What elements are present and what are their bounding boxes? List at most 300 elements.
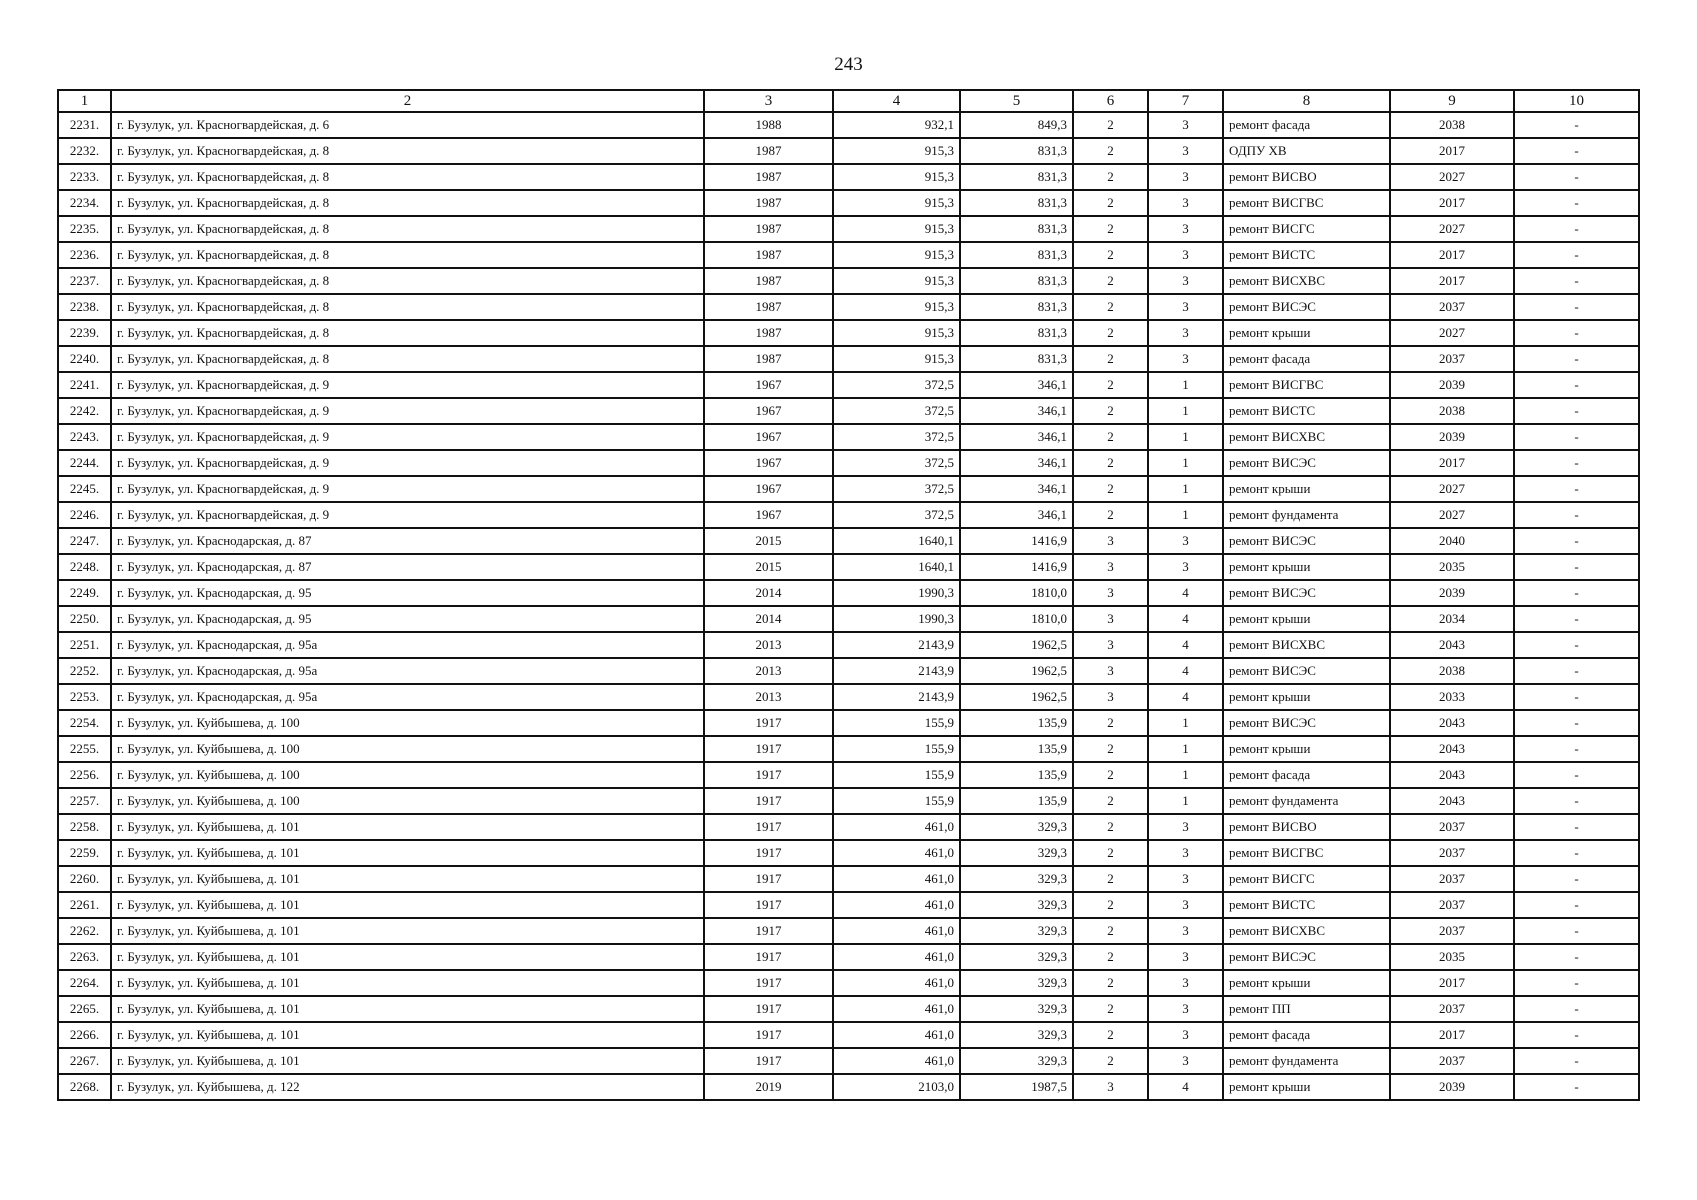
note-cell: - bbox=[1514, 736, 1639, 762]
total-area-cell: 372,5 bbox=[833, 450, 960, 476]
planned-year-cell: 2027 bbox=[1390, 216, 1514, 242]
living-area-cell: 329,3 bbox=[960, 1048, 1073, 1074]
total-area-cell: 461,0 bbox=[833, 840, 960, 866]
entrances-cell: 4 bbox=[1148, 684, 1223, 710]
total-area-cell: 915,3 bbox=[833, 216, 960, 242]
living-area-cell: 329,3 bbox=[960, 866, 1073, 892]
total-area-cell: 155,9 bbox=[833, 762, 960, 788]
floors-cell: 2 bbox=[1073, 944, 1148, 970]
row-number-cell: 2261. bbox=[58, 892, 111, 918]
floors-cell: 2 bbox=[1073, 242, 1148, 268]
work-type-cell: ремонт фасада bbox=[1223, 112, 1390, 138]
note-cell: - bbox=[1514, 814, 1639, 840]
planned-year-cell: 2037 bbox=[1390, 840, 1514, 866]
planned-year-cell: 2043 bbox=[1390, 736, 1514, 762]
living-area-cell: 831,3 bbox=[960, 190, 1073, 216]
living-area-cell: 831,3 bbox=[960, 320, 1073, 346]
row-number-cell: 2256. bbox=[58, 762, 111, 788]
entrances-cell: 1 bbox=[1148, 736, 1223, 762]
work-type-cell: ремонт ВИСГВС bbox=[1223, 190, 1390, 216]
total-area-cell: 461,0 bbox=[833, 814, 960, 840]
floors-cell: 2 bbox=[1073, 892, 1148, 918]
column-header: 10 bbox=[1514, 90, 1639, 112]
table-row bbox=[58, 658, 1639, 684]
table-row bbox=[58, 476, 1639, 502]
floors-cell: 2 bbox=[1073, 190, 1148, 216]
build-year-cell: 1987 bbox=[704, 164, 833, 190]
note-cell: - bbox=[1514, 294, 1639, 320]
entrances-cell: 3 bbox=[1148, 1022, 1223, 1048]
note-cell: - bbox=[1514, 476, 1639, 502]
living-area-cell: 346,1 bbox=[960, 424, 1073, 450]
build-year-cell: 1987 bbox=[704, 294, 833, 320]
living-area-cell: 346,1 bbox=[960, 398, 1073, 424]
address-cell: г. Бузулук, ул. Куйбышева, д. 101 bbox=[111, 866, 704, 892]
address-cell: г. Бузулук, ул. Краснодарская, д. 95а bbox=[111, 632, 704, 658]
row-number-cell: 2240. bbox=[58, 346, 111, 372]
build-year-cell: 2019 bbox=[704, 1074, 833, 1100]
note-cell: - bbox=[1514, 1048, 1639, 1074]
row-number-cell: 2260. bbox=[58, 866, 111, 892]
address-cell: г. Бузулук, ул. Красногвардейская, д. 8 bbox=[111, 138, 704, 164]
address-cell: г. Бузулук, ул. Красногвардейская, д. 9 bbox=[111, 372, 704, 398]
build-year-cell: 2015 bbox=[704, 554, 833, 580]
table-row bbox=[58, 684, 1639, 710]
floors-cell: 2 bbox=[1073, 918, 1148, 944]
row-number-cell: 2236. bbox=[58, 242, 111, 268]
table-row bbox=[58, 580, 1639, 606]
work-type-cell: ремонт фасада bbox=[1223, 346, 1390, 372]
build-year-cell: 1987 bbox=[704, 346, 833, 372]
work-type-cell: ремонт ВИСТС bbox=[1223, 398, 1390, 424]
row-number-cell: 2265. bbox=[58, 996, 111, 1022]
note-cell: - bbox=[1514, 528, 1639, 554]
living-area-cell: 346,1 bbox=[960, 476, 1073, 502]
build-year-cell: 1987 bbox=[704, 216, 833, 242]
entrances-cell: 3 bbox=[1148, 1048, 1223, 1074]
page-number: 243 bbox=[834, 54, 863, 75]
living-area-cell: 831,3 bbox=[960, 346, 1073, 372]
column-header: 7 bbox=[1148, 90, 1223, 112]
living-area-cell: 135,9 bbox=[960, 762, 1073, 788]
address-cell: г. Бузулук, ул. Красногвардейская, д. 8 bbox=[111, 242, 704, 268]
entrances-cell: 1 bbox=[1148, 710, 1223, 736]
build-year-cell: 2014 bbox=[704, 606, 833, 632]
row-number-cell: 2266. bbox=[58, 1022, 111, 1048]
note-cell: - bbox=[1514, 866, 1639, 892]
work-type-cell: ремонт ВИСЭС bbox=[1223, 944, 1390, 970]
entrances-cell: 3 bbox=[1148, 944, 1223, 970]
build-year-cell: 1967 bbox=[704, 476, 833, 502]
build-year-cell: 1917 bbox=[704, 788, 833, 814]
living-area-cell: 831,3 bbox=[960, 242, 1073, 268]
build-year-cell: 1967 bbox=[704, 502, 833, 528]
build-year-cell: 1917 bbox=[704, 866, 833, 892]
note-cell: - bbox=[1514, 554, 1639, 580]
total-area-cell: 2143,9 bbox=[833, 658, 960, 684]
floors-cell: 2 bbox=[1073, 268, 1148, 294]
living-area-cell: 135,9 bbox=[960, 710, 1073, 736]
table-row bbox=[58, 762, 1639, 788]
floors-cell: 2 bbox=[1073, 970, 1148, 996]
planned-year-cell: 2017 bbox=[1390, 242, 1514, 268]
work-type-cell: ремонт крыши bbox=[1223, 320, 1390, 346]
note-cell: - bbox=[1514, 892, 1639, 918]
living-area-cell: 1810,0 bbox=[960, 580, 1073, 606]
entrances-cell: 3 bbox=[1148, 294, 1223, 320]
entrances-cell: 1 bbox=[1148, 788, 1223, 814]
planned-year-cell: 2043 bbox=[1390, 710, 1514, 736]
address-cell: г. Бузулук, ул. Куйбышева, д. 101 bbox=[111, 1022, 704, 1048]
note-cell: - bbox=[1514, 398, 1639, 424]
floors-cell: 3 bbox=[1073, 684, 1148, 710]
planned-year-cell: 2040 bbox=[1390, 528, 1514, 554]
build-year-cell: 1917 bbox=[704, 736, 833, 762]
entrances-cell: 3 bbox=[1148, 190, 1223, 216]
address-cell: г. Бузулук, ул. Куйбышева, д. 100 bbox=[111, 710, 704, 736]
planned-year-cell: 2043 bbox=[1390, 762, 1514, 788]
total-area-cell: 915,3 bbox=[833, 268, 960, 294]
table-row bbox=[58, 424, 1639, 450]
note-cell: - bbox=[1514, 372, 1639, 398]
table-body bbox=[58, 112, 1639, 1100]
living-area-cell: 1416,9 bbox=[960, 554, 1073, 580]
entrances-cell: 3 bbox=[1148, 112, 1223, 138]
living-area-cell: 1962,5 bbox=[960, 632, 1073, 658]
entrances-cell: 1 bbox=[1148, 398, 1223, 424]
build-year-cell: 1917 bbox=[704, 892, 833, 918]
total-area-cell: 915,3 bbox=[833, 190, 960, 216]
row-number-cell: 2247. bbox=[58, 528, 111, 554]
address-cell: г. Бузулук, ул. Краснодарская, д. 95 bbox=[111, 606, 704, 632]
row-number-cell: 2248. bbox=[58, 554, 111, 580]
note-cell: - bbox=[1514, 346, 1639, 372]
work-type-cell: ремонт ВИСЭС bbox=[1223, 450, 1390, 476]
floors-cell: 2 bbox=[1073, 164, 1148, 190]
floors-cell: 3 bbox=[1073, 606, 1148, 632]
work-type-cell: ремонт ВИСХВС bbox=[1223, 632, 1390, 658]
table-row bbox=[58, 736, 1639, 762]
header-row bbox=[58, 90, 1639, 112]
entrances-cell: 1 bbox=[1148, 502, 1223, 528]
work-type-cell: ремонт крыши bbox=[1223, 736, 1390, 762]
row-number-cell: 2257. bbox=[58, 788, 111, 814]
row-number-cell: 2250. bbox=[58, 606, 111, 632]
table-row bbox=[58, 450, 1639, 476]
build-year-cell: 1987 bbox=[704, 242, 833, 268]
note-cell: - bbox=[1514, 1022, 1639, 1048]
work-type-cell: ремонт ВИСТС bbox=[1223, 892, 1390, 918]
note-cell: - bbox=[1514, 268, 1639, 294]
total-area-cell: 1640,1 bbox=[833, 554, 960, 580]
table-row bbox=[58, 502, 1639, 528]
table-row bbox=[58, 320, 1639, 346]
row-number-cell: 2245. bbox=[58, 476, 111, 502]
planned-year-cell: 2027 bbox=[1390, 164, 1514, 190]
planned-year-cell: 2037 bbox=[1390, 346, 1514, 372]
entrances-cell: 3 bbox=[1148, 346, 1223, 372]
work-type-cell: ремонт фундамента bbox=[1223, 502, 1390, 528]
living-area-cell: 831,3 bbox=[960, 268, 1073, 294]
planned-year-cell: 2037 bbox=[1390, 996, 1514, 1022]
entrances-cell: 4 bbox=[1148, 1074, 1223, 1100]
note-cell: - bbox=[1514, 788, 1639, 814]
build-year-cell: 1917 bbox=[704, 944, 833, 970]
row-number-cell: 2246. bbox=[58, 502, 111, 528]
floors-cell: 2 bbox=[1073, 216, 1148, 242]
column-header: 2 bbox=[111, 90, 704, 112]
planned-year-cell: 2039 bbox=[1390, 1074, 1514, 1100]
total-area-cell: 461,0 bbox=[833, 918, 960, 944]
row-number-cell: 2268. bbox=[58, 1074, 111, 1100]
row-number-cell: 2259. bbox=[58, 840, 111, 866]
build-year-cell: 1987 bbox=[704, 190, 833, 216]
note-cell: - bbox=[1514, 606, 1639, 632]
row-number-cell: 2252. bbox=[58, 658, 111, 684]
note-cell: - bbox=[1514, 684, 1639, 710]
living-area-cell: 1810,0 bbox=[960, 606, 1073, 632]
entrances-cell: 4 bbox=[1148, 658, 1223, 684]
table-row bbox=[58, 398, 1639, 424]
total-area-cell: 461,0 bbox=[833, 1022, 960, 1048]
planned-year-cell: 2038 bbox=[1390, 112, 1514, 138]
table-row bbox=[58, 632, 1639, 658]
address-cell: г. Бузулук, ул. Куйбышева, д. 101 bbox=[111, 892, 704, 918]
address-cell: г. Бузулук, ул. Краснодарская, д. 95а bbox=[111, 658, 704, 684]
entrances-cell: 3 bbox=[1148, 320, 1223, 346]
total-area-cell: 155,9 bbox=[833, 710, 960, 736]
planned-year-cell: 2038 bbox=[1390, 658, 1514, 684]
table-row bbox=[58, 372, 1639, 398]
total-area-cell: 2143,9 bbox=[833, 684, 960, 710]
table-row bbox=[58, 112, 1639, 138]
address-cell: г. Бузулук, ул. Красногвардейская, д. 8 bbox=[111, 164, 704, 190]
note-cell: - bbox=[1514, 632, 1639, 658]
living-area-cell: 329,3 bbox=[960, 1022, 1073, 1048]
build-year-cell: 1917 bbox=[704, 710, 833, 736]
planned-year-cell: 2037 bbox=[1390, 918, 1514, 944]
entrances-cell: 1 bbox=[1148, 450, 1223, 476]
planned-year-cell: 2033 bbox=[1390, 684, 1514, 710]
total-area-cell: 372,5 bbox=[833, 372, 960, 398]
build-year-cell: 1967 bbox=[704, 372, 833, 398]
planned-year-cell: 2027 bbox=[1390, 320, 1514, 346]
build-year-cell: 1987 bbox=[704, 138, 833, 164]
row-number-cell: 2235. bbox=[58, 216, 111, 242]
note-cell: - bbox=[1514, 996, 1639, 1022]
floors-cell: 2 bbox=[1073, 450, 1148, 476]
note-cell: - bbox=[1514, 762, 1639, 788]
work-type-cell: ремонт ВИСХВС bbox=[1223, 424, 1390, 450]
floors-cell: 3 bbox=[1073, 580, 1148, 606]
entrances-cell: 3 bbox=[1148, 996, 1223, 1022]
work-type-cell: ОДПУ ХВ bbox=[1223, 138, 1390, 164]
living-area-cell: 329,3 bbox=[960, 944, 1073, 970]
table-row bbox=[58, 710, 1639, 736]
table-row bbox=[58, 164, 1639, 190]
column-header: 4 bbox=[833, 90, 960, 112]
column-header: 1 bbox=[58, 90, 111, 112]
work-type-cell: ремонт ВИСЭС bbox=[1223, 580, 1390, 606]
table-row bbox=[58, 528, 1639, 554]
total-area-cell: 461,0 bbox=[833, 944, 960, 970]
work-type-cell: ремонт фундамента bbox=[1223, 1048, 1390, 1074]
planned-year-cell: 2037 bbox=[1390, 866, 1514, 892]
floors-cell: 2 bbox=[1073, 138, 1148, 164]
living-area-cell: 329,3 bbox=[960, 996, 1073, 1022]
floors-cell: 2 bbox=[1073, 736, 1148, 762]
living-area-cell: 135,9 bbox=[960, 788, 1073, 814]
note-cell: - bbox=[1514, 320, 1639, 346]
build-year-cell: 1967 bbox=[704, 398, 833, 424]
column-header: 3 bbox=[704, 90, 833, 112]
planned-year-cell: 2027 bbox=[1390, 476, 1514, 502]
build-year-cell: 1917 bbox=[704, 840, 833, 866]
note-cell: - bbox=[1514, 138, 1639, 164]
note-cell: - bbox=[1514, 580, 1639, 606]
floors-cell: 2 bbox=[1073, 424, 1148, 450]
planned-year-cell: 2039 bbox=[1390, 372, 1514, 398]
planned-year-cell: 2017 bbox=[1390, 450, 1514, 476]
row-number-cell: 2258. bbox=[58, 814, 111, 840]
work-type-cell: ремонт крыши bbox=[1223, 606, 1390, 632]
living-area-cell: 135,9 bbox=[960, 736, 1073, 762]
total-area-cell: 915,3 bbox=[833, 242, 960, 268]
floors-cell: 2 bbox=[1073, 502, 1148, 528]
build-year-cell: 1967 bbox=[704, 450, 833, 476]
living-area-cell: 329,3 bbox=[960, 814, 1073, 840]
floors-cell: 2 bbox=[1073, 476, 1148, 502]
planned-year-cell: 2043 bbox=[1390, 632, 1514, 658]
floors-cell: 3 bbox=[1073, 1074, 1148, 1100]
note-cell: - bbox=[1514, 502, 1639, 528]
row-number-cell: 2232. bbox=[58, 138, 111, 164]
table-row bbox=[58, 216, 1639, 242]
floors-cell: 2 bbox=[1073, 294, 1148, 320]
planned-year-cell: 2034 bbox=[1390, 606, 1514, 632]
address-cell: г. Бузулук, ул. Красногвардейская, д. 8 bbox=[111, 216, 704, 242]
address-cell: г. Бузулук, ул. Куйбышева, д. 101 bbox=[111, 840, 704, 866]
build-year-cell: 1988 bbox=[704, 112, 833, 138]
table-row bbox=[58, 788, 1639, 814]
total-area-cell: 461,0 bbox=[833, 970, 960, 996]
row-number-cell: 2267. bbox=[58, 1048, 111, 1074]
entrances-cell: 3 bbox=[1148, 268, 1223, 294]
row-number-cell: 2251. bbox=[58, 632, 111, 658]
row-number-cell: 2234. bbox=[58, 190, 111, 216]
living-area-cell: 329,3 bbox=[960, 918, 1073, 944]
address-cell: г. Бузулук, ул. Куйбышева, д. 101 bbox=[111, 814, 704, 840]
address-cell: г. Бузулук, ул. Куйбышева, д. 101 bbox=[111, 996, 704, 1022]
row-number-cell: 2238. bbox=[58, 294, 111, 320]
column-header: 8 bbox=[1223, 90, 1390, 112]
note-cell: - bbox=[1514, 970, 1639, 996]
work-type-cell: ремонт крыши bbox=[1223, 554, 1390, 580]
table-row bbox=[58, 268, 1639, 294]
address-cell: г. Бузулук, ул. Красногвардейская, д. 9 bbox=[111, 398, 704, 424]
living-area-cell: 1962,5 bbox=[960, 658, 1073, 684]
work-type-cell: ремонт ВИСВО bbox=[1223, 164, 1390, 190]
total-area-cell: 1990,3 bbox=[833, 580, 960, 606]
planned-year-cell: 2017 bbox=[1390, 970, 1514, 996]
address-cell: г. Бузулук, ул. Куйбышева, д. 101 bbox=[111, 918, 704, 944]
row-number-cell: 2262. bbox=[58, 918, 111, 944]
work-type-cell: ремонт ВИСЭС bbox=[1223, 294, 1390, 320]
build-year-cell: 1917 bbox=[704, 814, 833, 840]
note-cell: - bbox=[1514, 216, 1639, 242]
total-area-cell: 915,3 bbox=[833, 164, 960, 190]
work-type-cell: ремонт ВИСГС bbox=[1223, 866, 1390, 892]
note-cell: - bbox=[1514, 190, 1639, 216]
living-area-cell: 1987,5 bbox=[960, 1074, 1073, 1100]
table-row bbox=[58, 606, 1639, 632]
row-number-cell: 2249. bbox=[58, 580, 111, 606]
table-row bbox=[58, 1022, 1639, 1048]
floors-cell: 3 bbox=[1073, 632, 1148, 658]
note-cell: - bbox=[1514, 112, 1639, 138]
work-type-cell: ремонт крыши bbox=[1223, 970, 1390, 996]
total-area-cell: 461,0 bbox=[833, 996, 960, 1022]
planned-year-cell: 2039 bbox=[1390, 424, 1514, 450]
build-year-cell: 1917 bbox=[704, 996, 833, 1022]
build-year-cell: 2015 bbox=[704, 528, 833, 554]
table-row bbox=[58, 346, 1639, 372]
floors-cell: 2 bbox=[1073, 1022, 1148, 1048]
table-row bbox=[58, 944, 1639, 970]
address-cell: г. Бузулук, ул. Красногвардейская, д. 9 bbox=[111, 450, 704, 476]
floors-cell: 2 bbox=[1073, 1048, 1148, 1074]
row-number-cell: 2243. bbox=[58, 424, 111, 450]
build-year-cell: 2013 bbox=[704, 684, 833, 710]
address-cell: г. Бузулук, ул. Красногвардейская, д. 8 bbox=[111, 320, 704, 346]
entrances-cell: 3 bbox=[1148, 840, 1223, 866]
note-cell: - bbox=[1514, 658, 1639, 684]
planned-year-cell: 2037 bbox=[1390, 892, 1514, 918]
work-type-cell: ремонт ВИСХВС bbox=[1223, 918, 1390, 944]
column-header: 9 bbox=[1390, 90, 1514, 112]
row-number-cell: 2253. bbox=[58, 684, 111, 710]
work-type-cell: ремонт ВИСТС bbox=[1223, 242, 1390, 268]
entrances-cell: 1 bbox=[1148, 424, 1223, 450]
table-row bbox=[58, 840, 1639, 866]
work-type-cell: ремонт ВИСЭС bbox=[1223, 528, 1390, 554]
floors-cell: 2 bbox=[1073, 112, 1148, 138]
build-year-cell: 1987 bbox=[704, 268, 833, 294]
floors-cell: 2 bbox=[1073, 788, 1148, 814]
total-area-cell: 932,1 bbox=[833, 112, 960, 138]
living-area-cell: 849,3 bbox=[960, 112, 1073, 138]
floors-cell: 3 bbox=[1073, 554, 1148, 580]
column-header: 5 bbox=[960, 90, 1073, 112]
living-area-cell: 831,3 bbox=[960, 164, 1073, 190]
floors-cell: 2 bbox=[1073, 346, 1148, 372]
total-area-cell: 372,5 bbox=[833, 476, 960, 502]
column-header: 6 bbox=[1073, 90, 1148, 112]
address-cell: г. Бузулук, ул. Куйбышева, д. 101 bbox=[111, 1048, 704, 1074]
note-cell: - bbox=[1514, 242, 1639, 268]
address-cell: г. Бузулук, ул. Куйбышева, д. 100 bbox=[111, 788, 704, 814]
planned-year-cell: 2043 bbox=[1390, 788, 1514, 814]
table-row bbox=[58, 814, 1639, 840]
entrances-cell: 1 bbox=[1148, 476, 1223, 502]
planned-year-cell: 2039 bbox=[1390, 580, 1514, 606]
entrances-cell: 3 bbox=[1148, 242, 1223, 268]
entrances-cell: 3 bbox=[1148, 814, 1223, 840]
address-cell: г. Бузулук, ул. Куйбышева, д. 101 bbox=[111, 970, 704, 996]
total-area-cell: 2143,9 bbox=[833, 632, 960, 658]
total-area-cell: 1990,3 bbox=[833, 606, 960, 632]
living-area-cell: 831,3 bbox=[960, 138, 1073, 164]
